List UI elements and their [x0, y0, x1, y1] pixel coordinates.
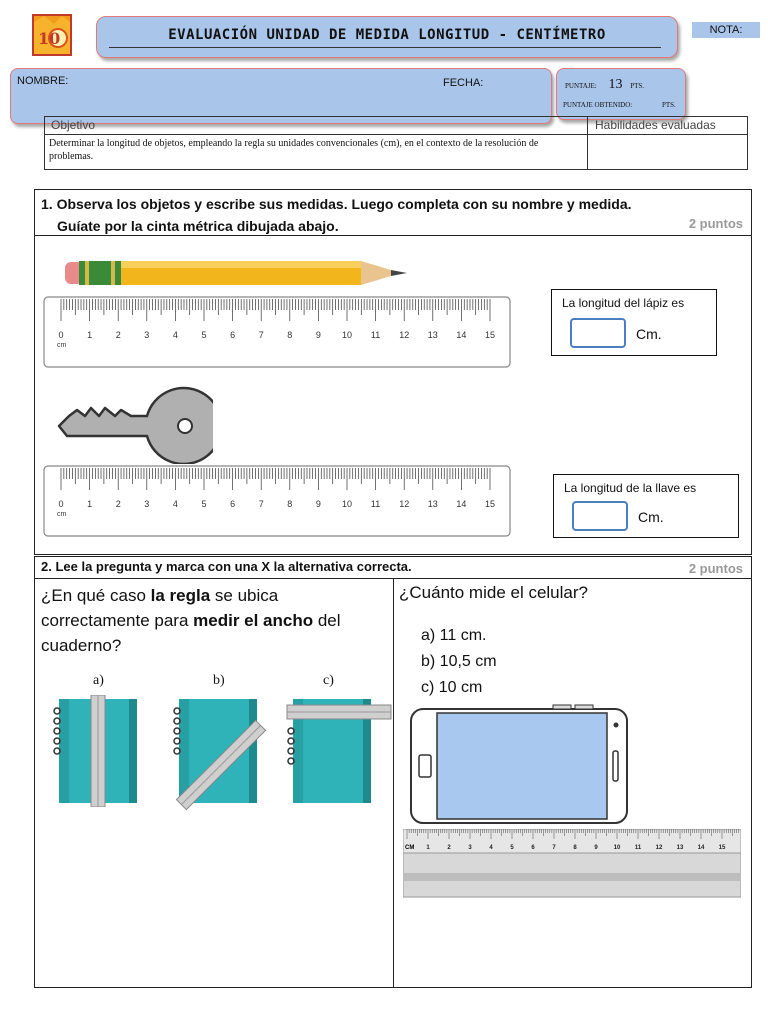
- notebook-option-c[interactable]: [279, 695, 393, 807]
- notebook-option-a-label: a): [93, 673, 104, 688]
- phone-ruler-tick-label: 6: [531, 845, 535, 851]
- phone-ruler-tick-label: 2: [447, 845, 451, 851]
- phone-ruler-tick-label: 3: [468, 845, 472, 851]
- ruler-tick-label: 8: [287, 499, 293, 509]
- notebook-option-b-label: b): [213, 673, 225, 688]
- ruler-tick-label: 4: [172, 330, 178, 340]
- ruler-2: [43, 465, 511, 537]
- key-unit-label: Cm.: [638, 509, 664, 525]
- objective-table: [44, 116, 748, 170]
- pts-label-2: PTS.: [662, 101, 676, 109]
- question-1-section: [34, 189, 752, 555]
- table-column-divider: [587, 117, 588, 169]
- ruler-tick-label: 5: [201, 330, 207, 340]
- pencil-unit-label: Cm.: [636, 326, 662, 342]
- puntaje-obtenido-label: PUNTAJE OBTENIDO:: [563, 101, 633, 109]
- ruler-tick-label: 6: [230, 330, 236, 340]
- ruler-tick-label: 10: [341, 499, 353, 509]
- ruler-tick-label: 3: [144, 330, 150, 340]
- notebook-option-c-label: c): [323, 673, 334, 688]
- phone-ruler-tick-label: 9: [594, 845, 598, 851]
- phone-ruler-tick-label: 7: [552, 845, 556, 851]
- ruler-tick-label: 7: [258, 330, 264, 340]
- phone-ruler-tick-label: 1: [426, 845, 430, 851]
- pencil-length-input[interactable]: [570, 318, 626, 348]
- phone-ruler-tick-label: 12: [655, 845, 663, 851]
- ruler-placement-question: [41, 583, 391, 658]
- phone-ruler-tick-label: 15: [718, 845, 726, 851]
- title-banner: [96, 16, 678, 58]
- school-logo: [32, 14, 72, 56]
- question-1-text: [41, 193, 632, 237]
- phone-ruler-tick-label: 13: [676, 845, 684, 851]
- ruler-2-unit: cm: [57, 511, 67, 518]
- skills-header: Habilidades evaluadas: [595, 118, 716, 132]
- ruler-tick-label: 12: [399, 330, 410, 340]
- ruler-tick-label: 13: [427, 499, 438, 509]
- ruler-tick-label: 15: [484, 499, 496, 509]
- phone-ruler: [403, 829, 741, 901]
- ruler-tick-label: 9: [315, 499, 321, 509]
- svg-text:10: 10: [38, 29, 61, 48]
- answer-options: [421, 623, 497, 701]
- option-b[interactable]: b) 10,5 cm: [421, 653, 497, 670]
- phone-ruler-tick-label: 5: [510, 845, 514, 851]
- table-divider: [45, 134, 747, 135]
- phone-ruler-tick-label: 10: [613, 845, 621, 851]
- ruler-tick-label: 3: [144, 499, 150, 509]
- question-1-line2: Guíate por la cinta métrica dibujada abajo.: [57, 218, 339, 234]
- pencil-answer-box: [551, 289, 717, 356]
- key-image: [57, 386, 213, 464]
- fecha-label: FECHA:: [443, 77, 484, 89]
- question-text-part: ¿En qué caso: [41, 586, 151, 605]
- question-1-points: 2 puntos: [688, 216, 743, 231]
- ruler-tick-label: 1: [87, 499, 93, 509]
- key-answer-label: La longitud de la llave es: [564, 481, 697, 495]
- nombre-label: NOMBRE:: [17, 75, 69, 87]
- pts-label: PTS.: [630, 82, 645, 90]
- ruler-tick-label: 0: [58, 499, 64, 509]
- question-2-column-divider: [393, 579, 394, 987]
- option-a[interactable]: a) 11 cm.: [421, 627, 487, 644]
- ruler-tick-label: 5: [201, 499, 207, 509]
- ruler-tick-label: 14: [456, 330, 467, 340]
- nota-label: NOTA:: [692, 22, 760, 38]
- pencil-answer-label: La longitud del lápiz es: [562, 296, 685, 310]
- ruler-tick-label: 8: [287, 330, 293, 340]
- objective-text: Determinar la longitud de objetos, empleando la regla su unidades convencionales (cm), en el contexto de la resolución de problemas.: [49, 138, 539, 162]
- phone-ruler-unit: CM: [405, 845, 415, 851]
- ruler-tick-label: 14: [456, 499, 467, 509]
- option-c[interactable]: c) 10 cm: [421, 679, 483, 696]
- question-1-header: [35, 190, 751, 236]
- ruler-1-unit: cm: [57, 342, 67, 349]
- phone-length-question: ¿Cuánto mide el celular?: [399, 583, 588, 602]
- title-underline: [109, 47, 661, 48]
- question-bold-part: medir el ancho: [193, 611, 314, 630]
- question-text-part: del cuaderno?: [41, 611, 341, 655]
- notebook-option-a[interactable]: [49, 695, 141, 807]
- notebook-option-b[interactable]: [169, 695, 269, 811]
- puntaje-value: 13: [608, 77, 623, 92]
- ruler-tick-label: 0: [58, 330, 64, 340]
- ruler-1: [43, 296, 511, 368]
- question-bold-part: la regla: [150, 586, 211, 605]
- ruler-tick-label: 13: [427, 330, 438, 340]
- question-text-part: se ubica correctamente para: [41, 586, 279, 630]
- ruler-tick-label: 11: [370, 330, 381, 340]
- key-answer-box: [553, 474, 739, 538]
- ruler-tick-label: 1: [87, 330, 93, 340]
- ruler-tick-label: 12: [399, 499, 410, 509]
- page-title: EVALUACIÓN UNIDAD DE MEDIDA LONGITUD - CENTÍMETRO: [168, 27, 606, 43]
- pencil-image: [61, 256, 411, 290]
- ruler-tick-label: 10: [341, 330, 353, 340]
- ruler-tick-label: 2: [115, 330, 121, 340]
- ruler-tick-label: 9: [315, 330, 321, 340]
- ruler-tick-label: 11: [370, 499, 381, 509]
- ruler-tick-label: 4: [172, 499, 178, 509]
- question-2-text: 2. Lee la pregunta y marca con una X la alternativa correcta.: [41, 559, 412, 574]
- puntaje-label: PUNTAJE:: [565, 82, 597, 90]
- ruler-tick-label: 15: [484, 330, 496, 340]
- ruler-tick-label: 2: [115, 499, 121, 509]
- ruler-tick-label: 6: [230, 499, 236, 509]
- ruler-tick-label: 7: [258, 499, 264, 509]
- score-box: [556, 68, 686, 120]
- question-2-section: [34, 556, 752, 988]
- question-2-header: [35, 557, 751, 579]
- phone-ruler-tick-label: 11: [634, 845, 642, 851]
- question-1-line1: 1. Observa los objetos y escribe sus medidas. Luego completa con su nombre y medida.: [41, 196, 632, 212]
- key-length-input[interactable]: [572, 501, 628, 531]
- phone-ruler-tick-label: 14: [697, 845, 705, 851]
- phone-image: [407, 703, 631, 827]
- phone-ruler-tick-label: 8: [573, 845, 577, 851]
- phone-ruler-tick-label: 4: [489, 845, 493, 851]
- objective-header: Objetivo: [51, 118, 96, 132]
- question-2-points: 2 puntos: [688, 561, 743, 576]
